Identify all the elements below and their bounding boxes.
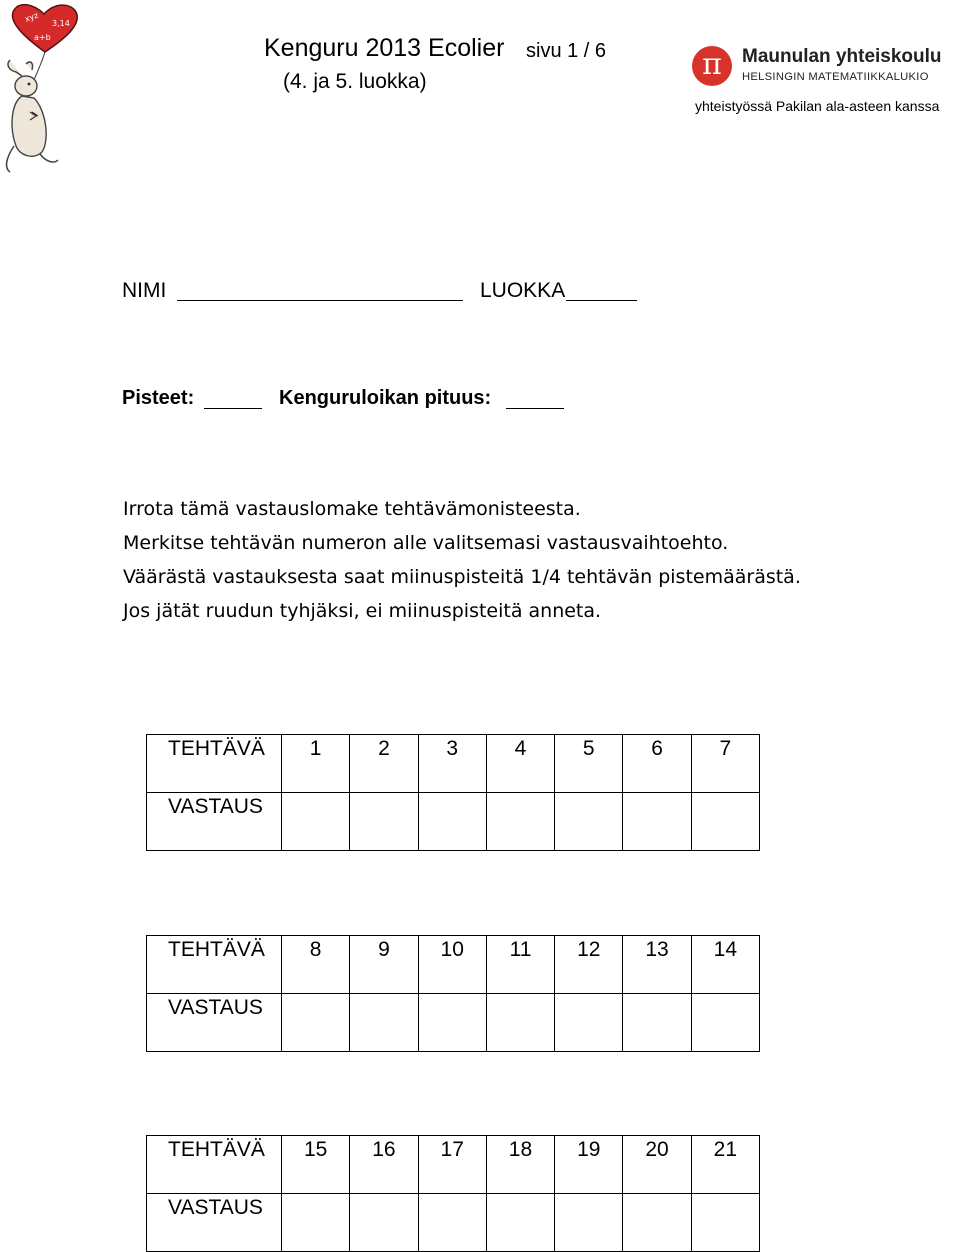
answer-row	[147, 1194, 760, 1252]
points-field[interactable]	[204, 408, 262, 409]
task-number: 7	[691, 735, 759, 793]
answer-header: VASTAUS	[147, 793, 282, 851]
answer-cell[interactable]	[282, 1194, 350, 1252]
task-row	[147, 936, 760, 994]
answer-cell[interactable]	[555, 793, 623, 851]
answer-cell[interactable]	[486, 793, 554, 851]
name-field[interactable]	[177, 300, 463, 301]
answer-cell[interactable]	[623, 1194, 691, 1252]
task-header: TEHTÄVÄ	[147, 735, 282, 793]
task-header: TEHTÄVÄ	[147, 1136, 282, 1194]
answer-table-1	[146, 734, 760, 851]
rabbit-balloon-mascot-icon	[0, 0, 86, 178]
answer-cell[interactable]	[623, 793, 691, 851]
class-field[interactable]	[566, 300, 637, 301]
task-number: 4	[486, 735, 554, 793]
school-name: Maunulan yhteiskoulu	[742, 46, 942, 67]
answer-cell[interactable]	[350, 994, 418, 1052]
task-number: 12	[555, 936, 623, 994]
answer-cell[interactable]	[555, 1194, 623, 1252]
answer-row	[147, 793, 760, 851]
task-number: 10	[418, 936, 486, 994]
task-row	[147, 1136, 760, 1194]
instructions	[123, 492, 801, 628]
task-number: 16	[350, 1136, 418, 1194]
school-subtitle: HELSINGIN MATEMATIIKKALUKIO	[742, 71, 929, 83]
answer-table-3	[146, 1135, 760, 1252]
answer-cell[interactable]	[418, 793, 486, 851]
document-title: Kenguru 2013 Ecolier	[264, 34, 505, 62]
jump-length-field[interactable]	[506, 408, 564, 409]
instruction-line: Jos jätät ruudun tyhjäksi, ei miinuspisteitä anneta.	[123, 600, 602, 622]
answer-header: VASTAUS	[147, 994, 282, 1052]
task-number: 13	[623, 936, 691, 994]
svg-text:3,14: 3,14	[52, 19, 70, 28]
svg-text:a+b: a+b	[34, 33, 51, 42]
answer-table-2	[146, 935, 760, 1052]
answer-cell[interactable]	[418, 994, 486, 1052]
answer-cell[interactable]	[418, 1194, 486, 1252]
task-number: 15	[282, 1136, 350, 1194]
task-number: 2	[350, 735, 418, 793]
task-number: 3	[418, 735, 486, 793]
answer-cell[interactable]	[623, 994, 691, 1052]
class-label: LUOKKA	[480, 279, 566, 302]
task-number: 11	[486, 936, 554, 994]
instruction-line: Merkitse tehtävän numeron alle valitsemasi vastausvaihtoehto.	[123, 532, 729, 554]
instruction-line: Väärästä vastauksesta saat miinuspisteitä 1/4 tehtävän pistemäärästä.	[123, 566, 801, 588]
task-number: 19	[555, 1136, 623, 1194]
cooperation-note: yhteistyössä Pakilan ala-asteen kanssa	[695, 98, 940, 114]
task-number: 9	[350, 936, 418, 994]
svg-text:xyz: xyz	[23, 10, 40, 24]
task-number: 6	[623, 735, 691, 793]
answer-cell[interactable]	[691, 994, 759, 1052]
answer-cell[interactable]	[691, 1194, 759, 1252]
task-header: TEHTÄVÄ	[147, 936, 282, 994]
page-number: sivu 1 / 6	[526, 40, 607, 62]
jump-length-label: Kenguruloikan pituus:	[279, 387, 492, 409]
task-number: 1	[282, 735, 350, 793]
task-number: 5	[555, 735, 623, 793]
task-number: 8	[282, 936, 350, 994]
pi-logo-icon: π	[692, 46, 732, 86]
task-number: 14	[691, 936, 759, 994]
task-number: 18	[486, 1136, 554, 1194]
answer-row	[147, 994, 760, 1052]
task-number: 21	[691, 1136, 759, 1194]
grade-level: (4. ja 5. luokka)	[283, 70, 427, 93]
task-number: 17	[418, 1136, 486, 1194]
task-row	[147, 735, 760, 793]
answer-cell[interactable]	[282, 793, 350, 851]
task-number: 20	[623, 1136, 691, 1194]
answer-cell[interactable]	[282, 994, 350, 1052]
answer-cell[interactable]	[691, 793, 759, 851]
answer-cell[interactable]	[555, 994, 623, 1052]
answer-cell[interactable]	[350, 1194, 418, 1252]
school-logo	[692, 46, 960, 88]
answer-cell[interactable]	[486, 1194, 554, 1252]
name-label: NIMI	[122, 279, 167, 302]
points-label: Pisteet:	[122, 387, 195, 409]
instruction-line: Irrota tämä vastauslomake tehtävämonisteesta.	[123, 498, 581, 520]
answer-header: VASTAUS	[147, 1194, 282, 1252]
answer-cell[interactable]	[486, 994, 554, 1052]
answer-cell[interactable]	[350, 793, 418, 851]
